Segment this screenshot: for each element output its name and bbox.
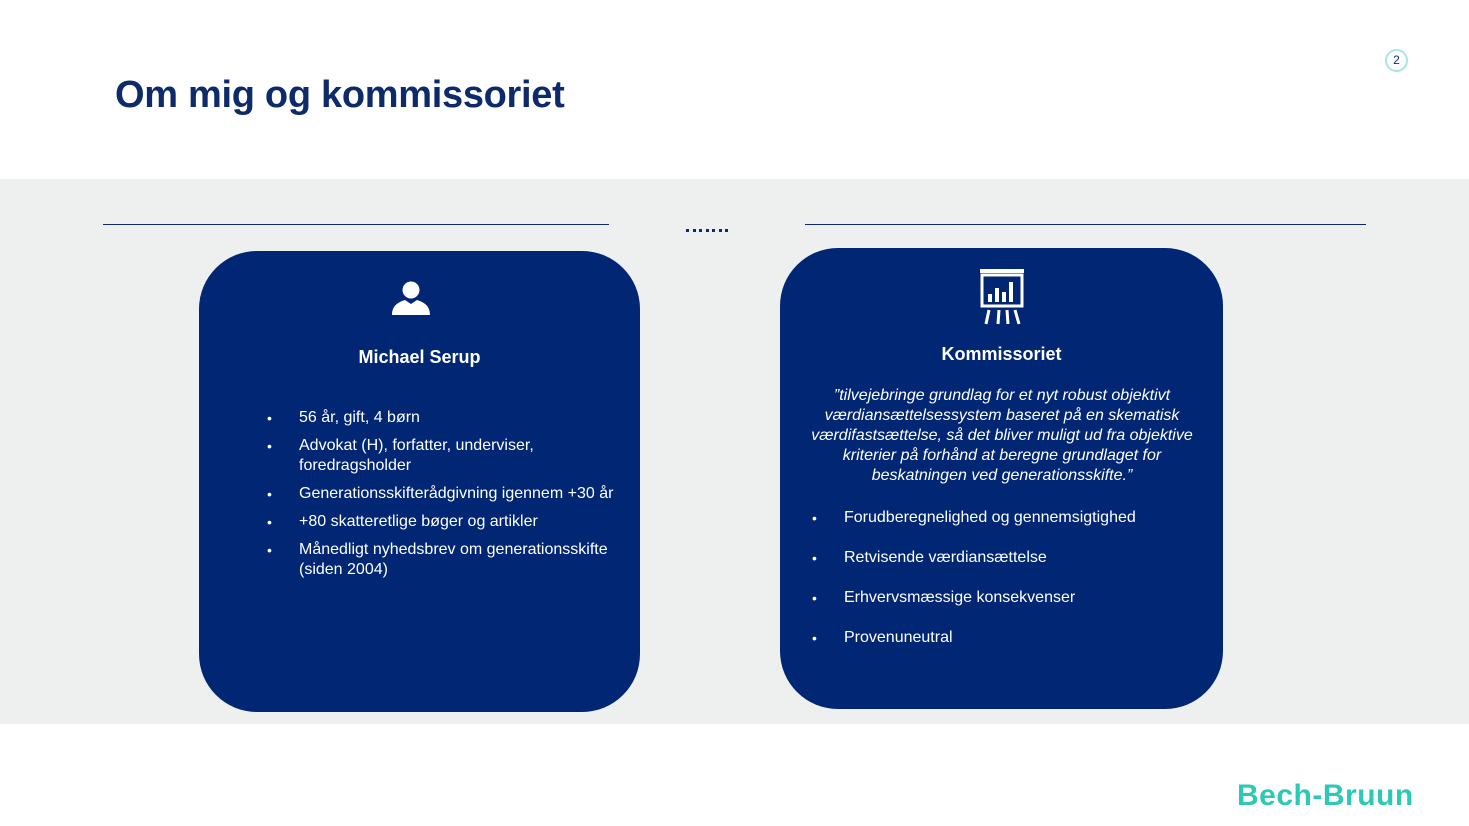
divider-left bbox=[103, 224, 609, 225]
mandate-card bbox=[780, 248, 1223, 709]
bullet: • bbox=[812, 510, 817, 526]
mandate-quote: ”tilvejebringe grundlag for et nyt robust objektivt værdiansættelsessystem baseret på en skematisk værdifastsættelse, så det bliver muligt ud fra objektive kriterier på forhånd at beregne grundlaget for beskatningen ved generationsskifte.” bbox=[811, 387, 1193, 484]
list-item: • Advokat (H), forfatter, underviser, foredragsholder bbox=[267, 437, 534, 474]
bullet: • bbox=[267, 410, 272, 426]
bullet: • bbox=[812, 550, 817, 566]
bullet: • bbox=[267, 514, 272, 530]
list-item: • Erhvervsmæssige konsekvenser bbox=[812, 589, 1076, 606]
person-icon bbox=[391, 280, 431, 321]
divider-right bbox=[805, 224, 1366, 225]
bullet: • bbox=[267, 486, 272, 502]
list-item: • Generationsskifterådgivning igennem +30 år bbox=[267, 485, 614, 502]
bullet: • bbox=[812, 630, 817, 646]
profile-card bbox=[199, 251, 640, 712]
list-item: • Retvisende værdiansættelse bbox=[812, 549, 1047, 566]
list-item: • Provenuneutral bbox=[812, 629, 953, 646]
page-title: Om mig og kommissoriet bbox=[115, 74, 565, 116]
list-item: • Forudberegnelighed og gennemsigtighed bbox=[812, 509, 1136, 526]
bullet: • bbox=[267, 438, 272, 454]
profile-facts-list bbox=[267, 408, 629, 588]
profile-name: Michael Serup bbox=[358, 347, 481, 367]
presentation-chart-icon bbox=[979, 268, 1025, 331]
bullet: • bbox=[267, 542, 272, 558]
mandate-criteria-list bbox=[812, 508, 1204, 668]
list-item: • Månedligt nyhedsbrev om generationsskifte (siden 2004) bbox=[267, 541, 608, 578]
brand-logo: Bech-Bruun bbox=[1237, 779, 1414, 812]
bullet: • bbox=[812, 590, 817, 606]
mandate-title: Kommissoriet bbox=[941, 344, 1062, 364]
list-item: • 56 år, gift, 4 børn bbox=[267, 409, 420, 426]
dotted-divider bbox=[686, 229, 728, 233]
list-item: • +80 skatteretlige bøger og artikler bbox=[267, 513, 538, 530]
page-number: 2 bbox=[1385, 49, 1408, 72]
